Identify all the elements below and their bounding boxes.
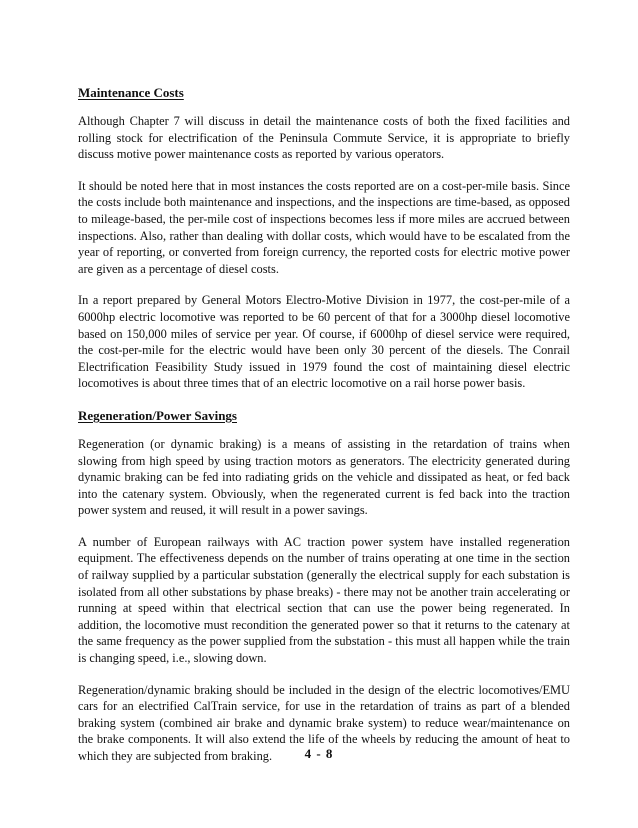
paragraph: A number of European railways with AC traction power system have installed regeneration equipment. The effectiveness depends on the number of trains operating at one time in the section of railway supplied by a particular substation (generally the electrical supply for each substation is isolated from all other substations by phase breaks) - there may not be another train accelerating or running at speed within that electrical section that can use the power being regenerated. In addition, the locomotive must recondition the generated power so that it returns to the catenary at the same frequency as the power supplied from the substation - this must all happen while the train is changing speed, i.e., slowing down. [78,534,570,666]
page-number: 4 - 8 [304,746,334,761]
page-content [78,84,570,780]
paragraph: In a report prepared by General Motors Electro-Motive Division in 1977, the cost-per-mile of a 6000hp electric locomotive was reported to be 60 percent of that for a 3000hp diesel locomotive based on 150,000 miles of service per year. Of course, if 6000hp of diesel service were required, the cost-per-mile for the electric would have been only 30 percent of the diesels. The Conrail Electrification Feasibility Study issued in 1979 found the cost of maintaining diesel electric locomotives is about three times that of an electric locomotive on a rail horse power basis. [78,293,570,391]
section-heading: Regeneration/Power Savings [78,407,237,423]
paragraph: It should be noted here that in most instances the costs reported are on a cost-per-mile basis. Since the costs include both maintenance and inspections, and the inspections are time-based, as opposed to mileage-based, the per-mile cost of inspections becomes less if more miles are accrued between inspections. Also, rather than dealing with dollar costs, which would have to be escalated from the year of reporting, or converted from foreign currency, the reported costs for electric motive power are given as a percentage of diesel costs. [78,178,570,276]
paragraph: Regeneration/dynamic braking should be included in the design of the electric locomotives/EMU cars for an electrified CalTrain service, for use in the retardation of trains as part of a blended braking system (combined air brake and dynamic brake system) to reduce wear/maintenance on the brake components. It will also extend the life of the wheels by reducing the amount of heat to which they are subjected from braking. [78,682,570,763]
paragraph: Although Chapter 7 will discuss in detail the maintenance costs of both the fixed facilities and rolling stock for electrification of the Peninsula Commute Service, it is appropriate to briefly discuss motive power maintenance costs as reported by various operators. [78,114,570,162]
paragraph: Regeneration (or dynamic braking) is a means of assisting in the retardation of trains when slowing from high speed by using traction motors as generators. The electricity generated during dynamic braking can be fed into radiating grids on the vehicle and dissipated as heat, or fed back into the catenary system. Obviously, when the regenerated current is fed back into the traction power system and reused, it will result in a power savings. [78,436,570,518]
section-maintenance-costs [78,84,570,392]
section-heading: Maintenance Costs [78,85,184,100]
section-regeneration-power-savings [78,407,570,765]
